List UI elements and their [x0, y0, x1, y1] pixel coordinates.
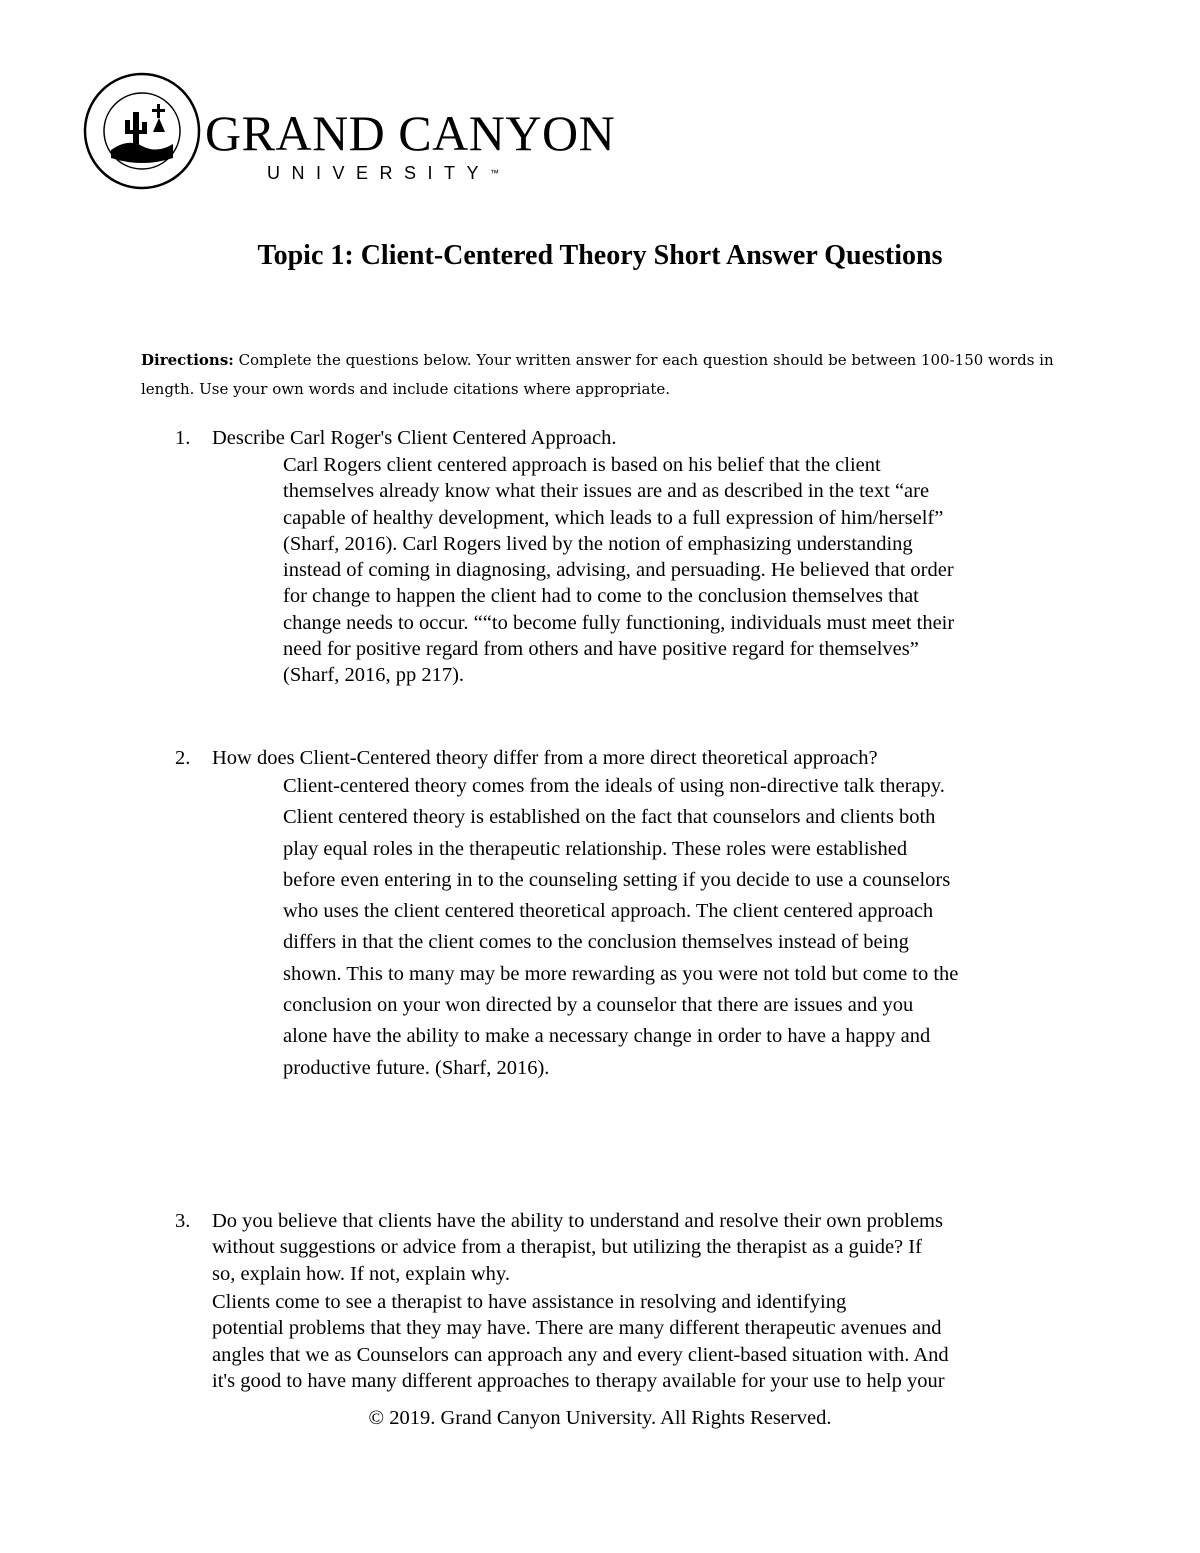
wordmark-line-2: UNIVERSITY™	[267, 163, 500, 183]
wordmark-line-1: GRAND CANYON	[205, 105, 616, 161]
answer-3: Clients come to see a therapist to have assistance in resolving and identifying potential problems that they may have. There are many different therapeutic avenues and angles that we as Counselors can approach any and every client-based situation with. And it's good to have many different approaches to therapy available for your use to help your	[212, 1291, 949, 1392]
directions-text: Complete the questions below. Your written answer for each question should be between 100-150 words in length. Use your own words and include citations where appropriate.	[141, 351, 1054, 398]
directions-label: Directions:	[141, 351, 234, 369]
university-wordmark	[205, 105, 616, 184]
question-2-number: 2.	[175, 747, 191, 769]
trademark-symbol: ™	[490, 168, 500, 178]
copyright-footer: © 2019. Grand Canyon University. All Rights Reserved.	[368, 1407, 832, 1429]
question-2-text: How does Client-Centered theory differ from a more direct theoretical approach?	[212, 747, 878, 769]
page-title: Topic 1: Client-Centered Theory Short Answer Questions	[257, 240, 943, 271]
question-1-text: Describe Carl Roger's Client Centered Approach.	[212, 427, 617, 449]
question-1-number: 1.	[175, 427, 191, 449]
answer-2: Client-centered theory comes from the ideals of using non-directive talk therapy. Client centered theory is established on the fact that counselors and clients both play equal roles in the therapeutic relationship. These roles were established before even entering in to the counseling setting if you decide to use a counselors who uses the client centered theoretical approach. The client centered approach differs in that the client comes to the conclusion themselves instead of being shown. This to many may be more rewarding as you were not told but come to the conclusion on your won directed by a counselor that there are issues and you alone have the ability to make a necessary change in order to have a happy and productive future. (Sharf, 2016).	[283, 775, 959, 1079]
university-seal-logo	[83, 72, 201, 190]
answer-1: Carl Rogers client centered approach is based on his belief that the client themselves already know what their issues are and as described in the text “are capable of healthy development, which leads to a full expression of him/herself” (Sharf, 2016). Carl Rogers lived by the notion of emphasizing understanding instead of coming in diagnosing, advising, and persuading. He believed that order for change to happen the client had to come to the conclusion themselves that change needs to occur. ““to become fully functioning, individuals must meet their need for positive regard from others and have positive regard for themselves” (Sharf, 2016, pp 217).	[283, 454, 955, 687]
question-3-number: 3.	[175, 1210, 191, 1232]
question-3-text: Do you believe that clients have the ability to understand and resolve their own problems without suggestions or advice from a therapist, but utilizing the therapist as a guide? If so, explain how. If not, explain why.	[212, 1210, 943, 1285]
directions-paragraph	[141, 346, 1061, 404]
